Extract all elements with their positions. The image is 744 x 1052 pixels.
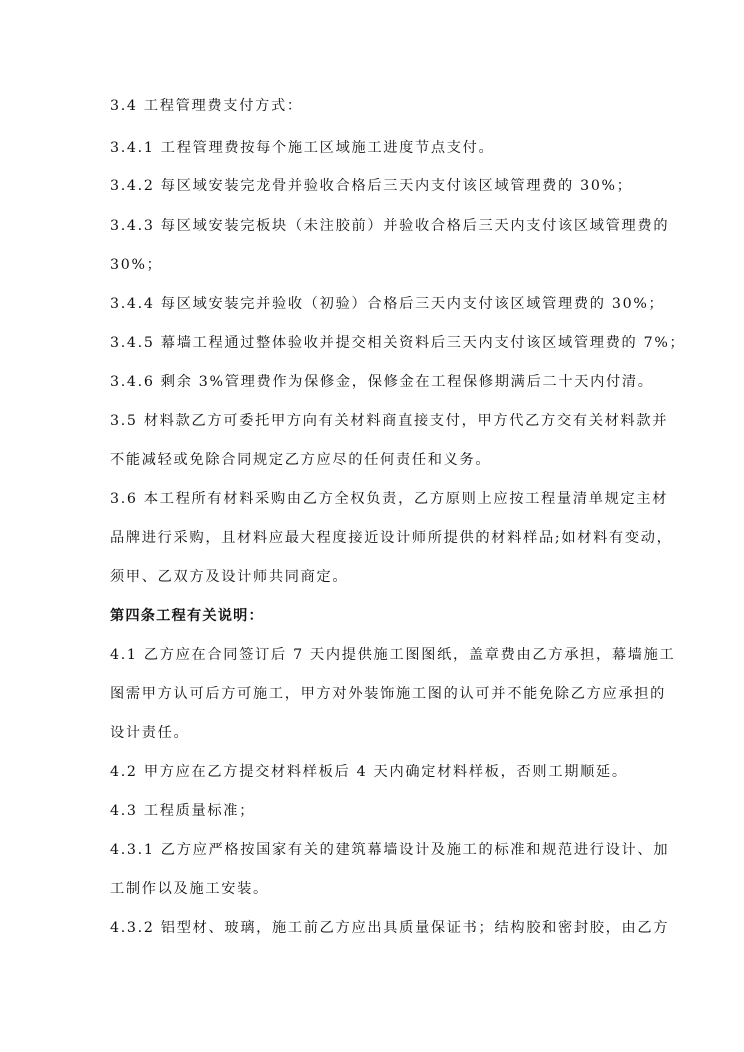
paragraph-line: 4.1 乙方应在合同签订后 7 天内提供施工图图纸，盖章费由乙方承担，幕墙施工 bbox=[110, 647, 676, 663]
paragraph-line: 3.4.6 剩余 3%管理费作为保修金，保修金在工程保修期满后二十天内付清。 bbox=[110, 374, 654, 390]
paragraph-line: 3.4.3 每区域安装完板块（未注胶前）并验收合格后三天内支付该区域管理费的 bbox=[110, 218, 670, 234]
paragraph-line: 3.6 本工程所有材料采购由乙方全权负责，乙方原则上应按工程量清单规定主材 bbox=[110, 491, 669, 507]
paragraph-line: 不能减轻或免除合同规定乙方应尽的任何责任和义务。 bbox=[110, 452, 492, 468]
paragraph-line: 品牌进行采购，且材料应最大程度接近设计师所提供的材料样品;如材料有变动， bbox=[110, 530, 673, 546]
paragraph-line: 4.3.1 乙方应严格按国家有关的建筑幕墙设计及施工的标准和规范进行设计、加 bbox=[110, 842, 670, 858]
paragraph-line: 3.4.2 每区域安装完龙骨并验收合格后三天内支付该区域管理费的 30%； bbox=[110, 178, 633, 194]
paragraph-line: 4.2 甲方应在乙方提交材料样板后 4 天内确定材料样板，否则工期顺延。 bbox=[110, 764, 628, 780]
paragraph-line: 设计责任。 bbox=[110, 725, 190, 741]
section-4-3-heading: 4.3 工程质量标准； bbox=[110, 803, 256, 819]
article-4-heading: 第四条工程有关说明： bbox=[110, 608, 264, 624]
paragraph-line: 工制作以及施工安装。 bbox=[110, 881, 269, 897]
paragraph-line: 3.5 材料款乙方可委托甲方向有关材料商直接支付，甲方代乙方交有关材料款并 bbox=[110, 413, 669, 429]
section-3-4-heading: 3.4 工程管理费支付方式： bbox=[110, 98, 303, 114]
paragraph-line: 30%； bbox=[110, 257, 163, 273]
paragraph-line: 3.4.5 幕墙工程通过整体验收并提交相关资料后三天内支付该区域管理费的 7%； bbox=[110, 335, 686, 351]
paragraph-line: 3.4.1 工程管理费按每个施工区域施工进度节点支付。 bbox=[110, 140, 495, 156]
paragraph-line: 4.3.2 铝型材、玻璃，施工前乙方应出具质量保证书；结构胶和密封胶，由乙方 bbox=[110, 920, 670, 936]
paragraph-line: 3.4.4 每区域安装完并验收（初验）合格后三天内支付该区域管理费的 30%； bbox=[110, 296, 665, 312]
paragraph-line: 须甲、乙双方及设计师共同商定。 bbox=[110, 569, 349, 585]
paragraph-line: 图需甲方认可后方可施工，甲方对外装饰施工图的认可并不能免除乙方应承担的 bbox=[110, 686, 667, 702]
